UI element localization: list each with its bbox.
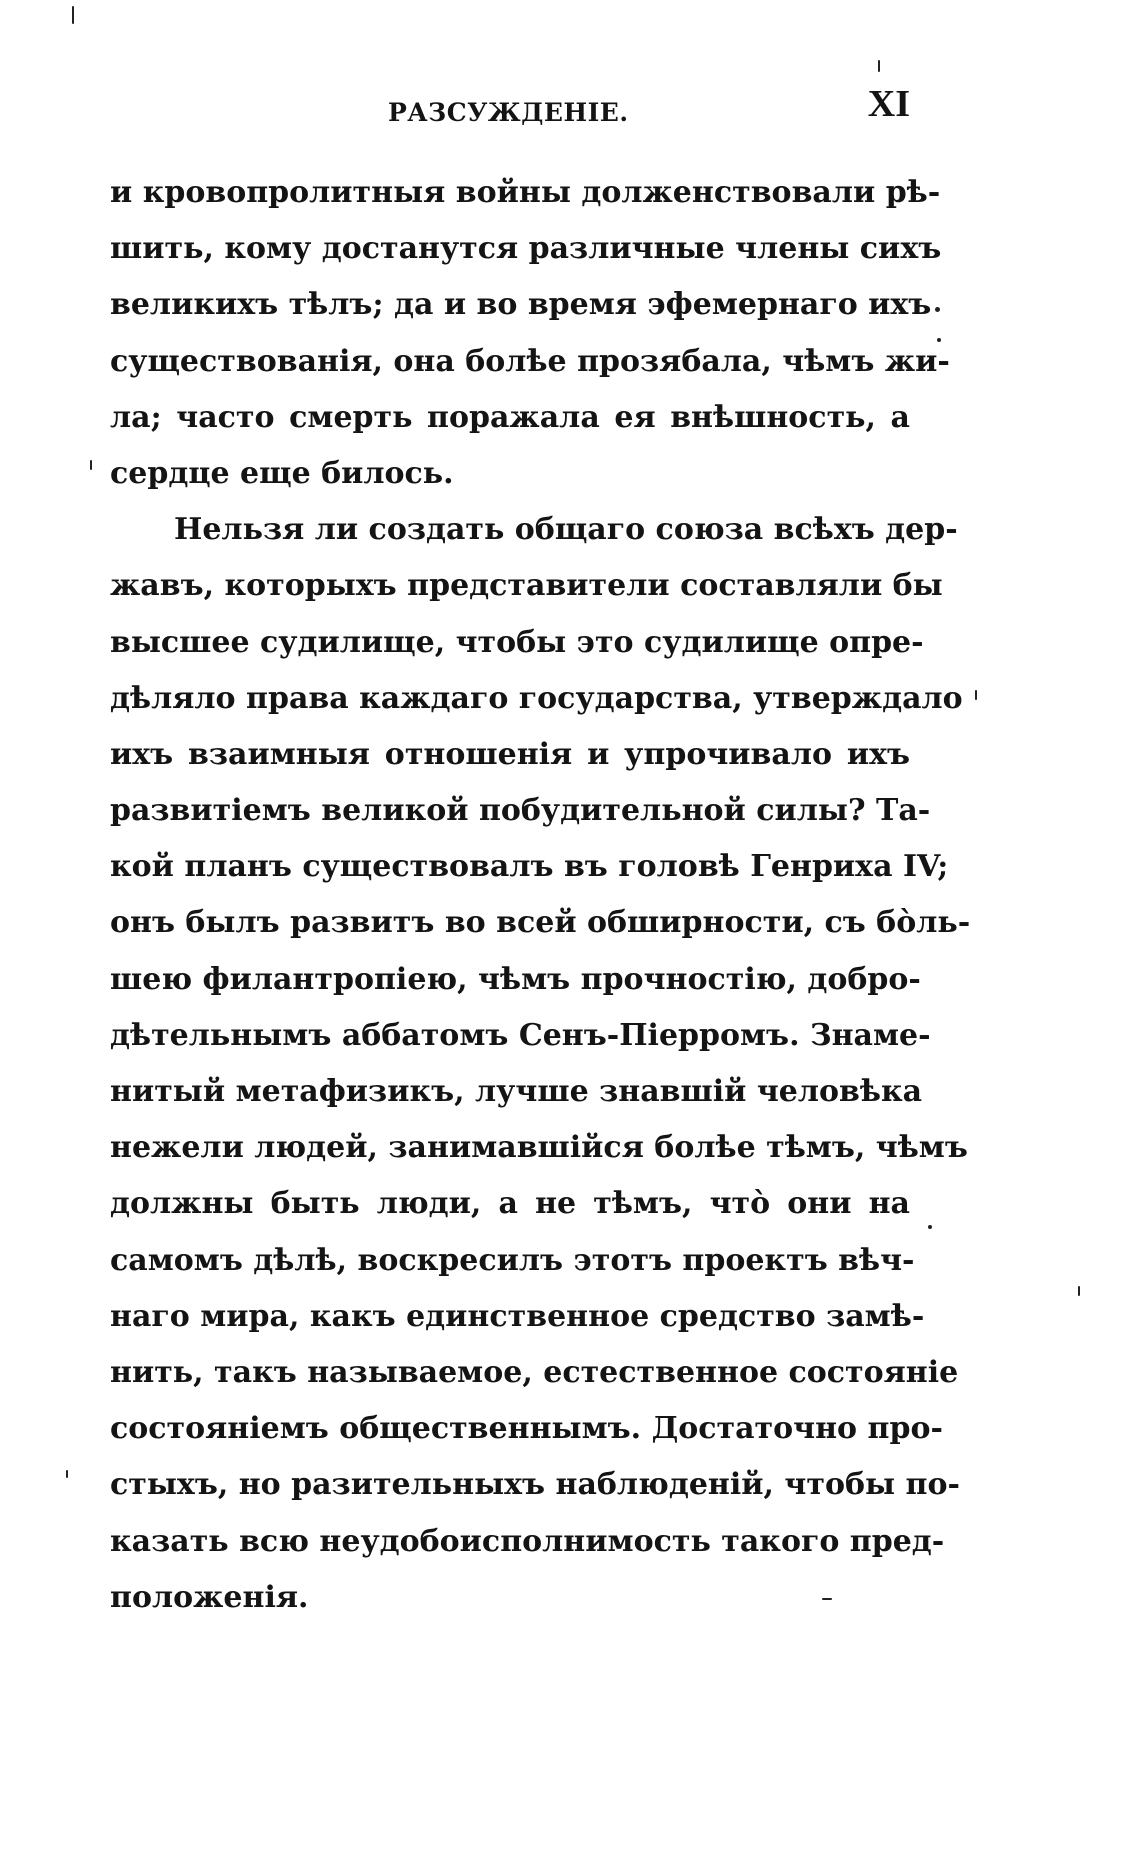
text-line: наго мира, какъ единственное средство замѣ- <box>110 1298 925 1334</box>
text-line: великихъ тѣлъ; да и во время эфемернаго ихъ <box>110 287 932 323</box>
text-line: кой планъ существовалъ въ головѣ Генриха IV; <box>110 849 949 885</box>
scan-speck <box>928 1225 932 1229</box>
scan-speck <box>937 338 941 342</box>
text-line: положенія. <box>110 1579 309 1615</box>
text-line: сердце еще билось. <box>110 455 454 491</box>
scan-speck <box>90 460 92 470</box>
page-header <box>110 83 910 148</box>
body-text <box>110 165 971 1626</box>
text-line: нежели людей, занимавшійся болѣе тѣмъ, чѣмъ <box>110 1130 968 1166</box>
scan-speck <box>66 1470 68 1478</box>
text-line: шею филантропіею, чѣмъ прочностію, добро- <box>110 961 921 997</box>
scan-speck <box>975 690 977 700</box>
paragraph-2 <box>110 502 971 1626</box>
scan-speck <box>72 6 74 24</box>
scan-speck <box>935 307 940 312</box>
text-line: нить, такъ называемое, естественное состояніе <box>110 1354 959 1390</box>
text-line: шить, кому достанутся различные члены сихъ <box>110 231 942 267</box>
text-line: Нельзя ли создать общаго союза всѣхъ дер- <box>174 512 958 548</box>
text-line: дѣтельнымъ аббатомъ Сенъ-Піерромъ. Знаме- <box>110 1017 931 1053</box>
text-line: ла; часто смерть поражала ея внѣшность, а <box>110 399 910 435</box>
scan-speck <box>1078 1286 1080 1296</box>
running-title: РАЗСУЖДЕНІЕ. <box>388 98 629 127</box>
text-line: ихъ взаимныя отношенія и упрочивало ихъ <box>110 736 910 772</box>
text-line: развитіемъ великой побудительной силы? Та- <box>110 793 931 829</box>
text-line: казать всю неудобоисполнимость такого пред- <box>110 1523 945 1559</box>
paragraph-1 <box>110 165 950 502</box>
text-line: онъ былъ развитъ во всей обширности, съ бо̀ль- <box>110 905 971 941</box>
text-line: высшее судилище, чтобы это судилище опре- <box>110 624 924 660</box>
scan-speck <box>878 60 880 72</box>
text-line: и кровопролитныя войны долженствовали рѣ- <box>110 175 941 210</box>
text-line: жавъ, которыхъ представители составляли бы <box>110 568 943 604</box>
text-line: должны быть люди, а не тѣмъ, что̀ они на <box>110 1186 910 1222</box>
text-line: существованія, она болѣе прозябала, чѣмъ жи- <box>110 343 950 379</box>
text-line: самомъ дѣлѣ, воскресилъ этотъ проектъ вѣч- <box>110 1242 915 1278</box>
text-line: дѣляло права каждаго государства, утверждало <box>110 680 963 716</box>
text-line: нитый метафизикъ, лучше знавшій человѣка <box>110 1074 923 1109</box>
scan-speck <box>822 1598 832 1600</box>
page-number: XI <box>867 83 910 125</box>
text-line: состояніемъ общественнымъ. Достаточно про- <box>110 1411 943 1447</box>
text-line: стыхъ, но разительныхъ наблюденій, чтобы по- <box>110 1467 960 1503</box>
